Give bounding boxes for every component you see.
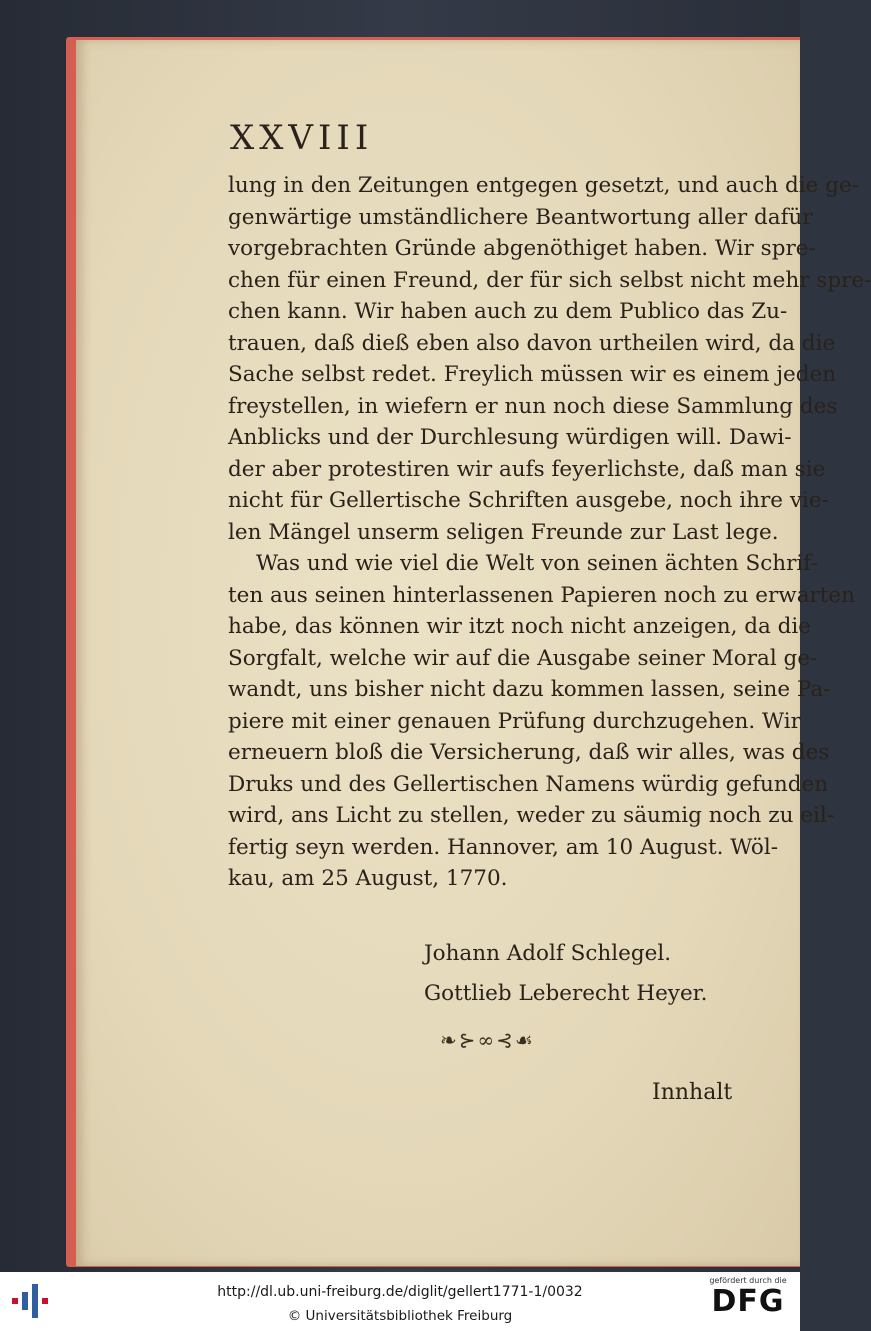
text-line: Sorgfalt, welche wir auf die Ausgabe seiner Moral ge- [228, 645, 818, 671]
text-line: wandt, uns bisher nicht dazu kommen lassen, seine Pa- [228, 677, 831, 702]
text-line: Sache selbst redet. Freylich müssen wir es einem jeden [228, 362, 837, 387]
dfg-logo-text: DFG [711, 1284, 785, 1319]
text-line: lung in den Zeitungen entgegen gesetzt, und auch die ge- [228, 173, 859, 198]
text-line: erneuern bloß die Versicherung, daß wir alles, was des [228, 740, 830, 765]
text-line: Anblicks und der Durchlesung würdigen will. Dawi- [228, 425, 792, 450]
dfg-caption: gefördert durch die [709, 1276, 787, 1285]
text-line: chen kann. Wir haben auch zu dem Publico das Zu- [228, 299, 788, 324]
signature-heyer: Gottlieb Leberecht Heyer. [424, 981, 708, 1006]
text-line: len Mängel unserm seligen Freunde zur Last lege. [228, 519, 779, 545]
body-text [228, 170, 871, 895]
signatures [424, 934, 707, 1014]
text-line: nicht für Gellertische Schriften ausgebe, noch ihre vie- [228, 488, 829, 513]
text-line: ten aus seinen hinterlassenen Papieren noch zu erwarten [228, 582, 856, 608]
text-line: Druks und des Gellertischen Namens würdig gefunden [228, 771, 829, 797]
text-line: der aber protestiren wir aufs feyerlichste, daß man sie [228, 456, 826, 482]
catchword: Innhalt [652, 1080, 733, 1105]
ornament-divider: ❧⊱∞⊰☙ [440, 1028, 535, 1052]
permalink-url[interactable]: http://dl.ub.uni-freiburg.de/diglit/gellert1771-1/0032 [217, 1284, 583, 1300]
text-line: chen für einen Freund, der für sich selbst nicht mehr spre- [228, 267, 871, 293]
text-line: fertig seyn werden. Hannover, am 10 August. Wöl- [228, 834, 779, 860]
text-line: piere mit einer genauen Prüfung durchzugehen. Wir [228, 708, 801, 734]
text-line: wird, ans Licht zu stellen, weder zu säumig noch zu eil- [228, 803, 834, 828]
page-number: XXVIII [230, 118, 374, 158]
signature-schlegel: Johann Adolf Schlegel. [424, 941, 672, 966]
text-line: habe, das können wir itzt noch nicht anzeigen, da die [228, 614, 812, 639]
text-line: kau, am 25 August, 1770. [228, 866, 508, 891]
text-line: vorgebrachten Gründe abgenöthiget haben. Wir spre- [228, 236, 816, 261]
text-line: trauen, daß dieß eben also davon urtheilen wird, da die [228, 330, 836, 356]
text-line: freystellen, in wiefern er nun noch diese Sammlung des [228, 393, 838, 419]
footer-bar [0, 1272, 800, 1331]
copyright-text: © Universitätsbibliothek Freiburg [287, 1308, 513, 1324]
text-line: Was und wie viel die Welt von seinen ächten Schrif- [256, 551, 818, 576]
text-line: genwärtige umständlichere Beantwortung aller dafür [228, 204, 813, 230]
dfg-logo[interactable] [702, 1276, 794, 1328]
